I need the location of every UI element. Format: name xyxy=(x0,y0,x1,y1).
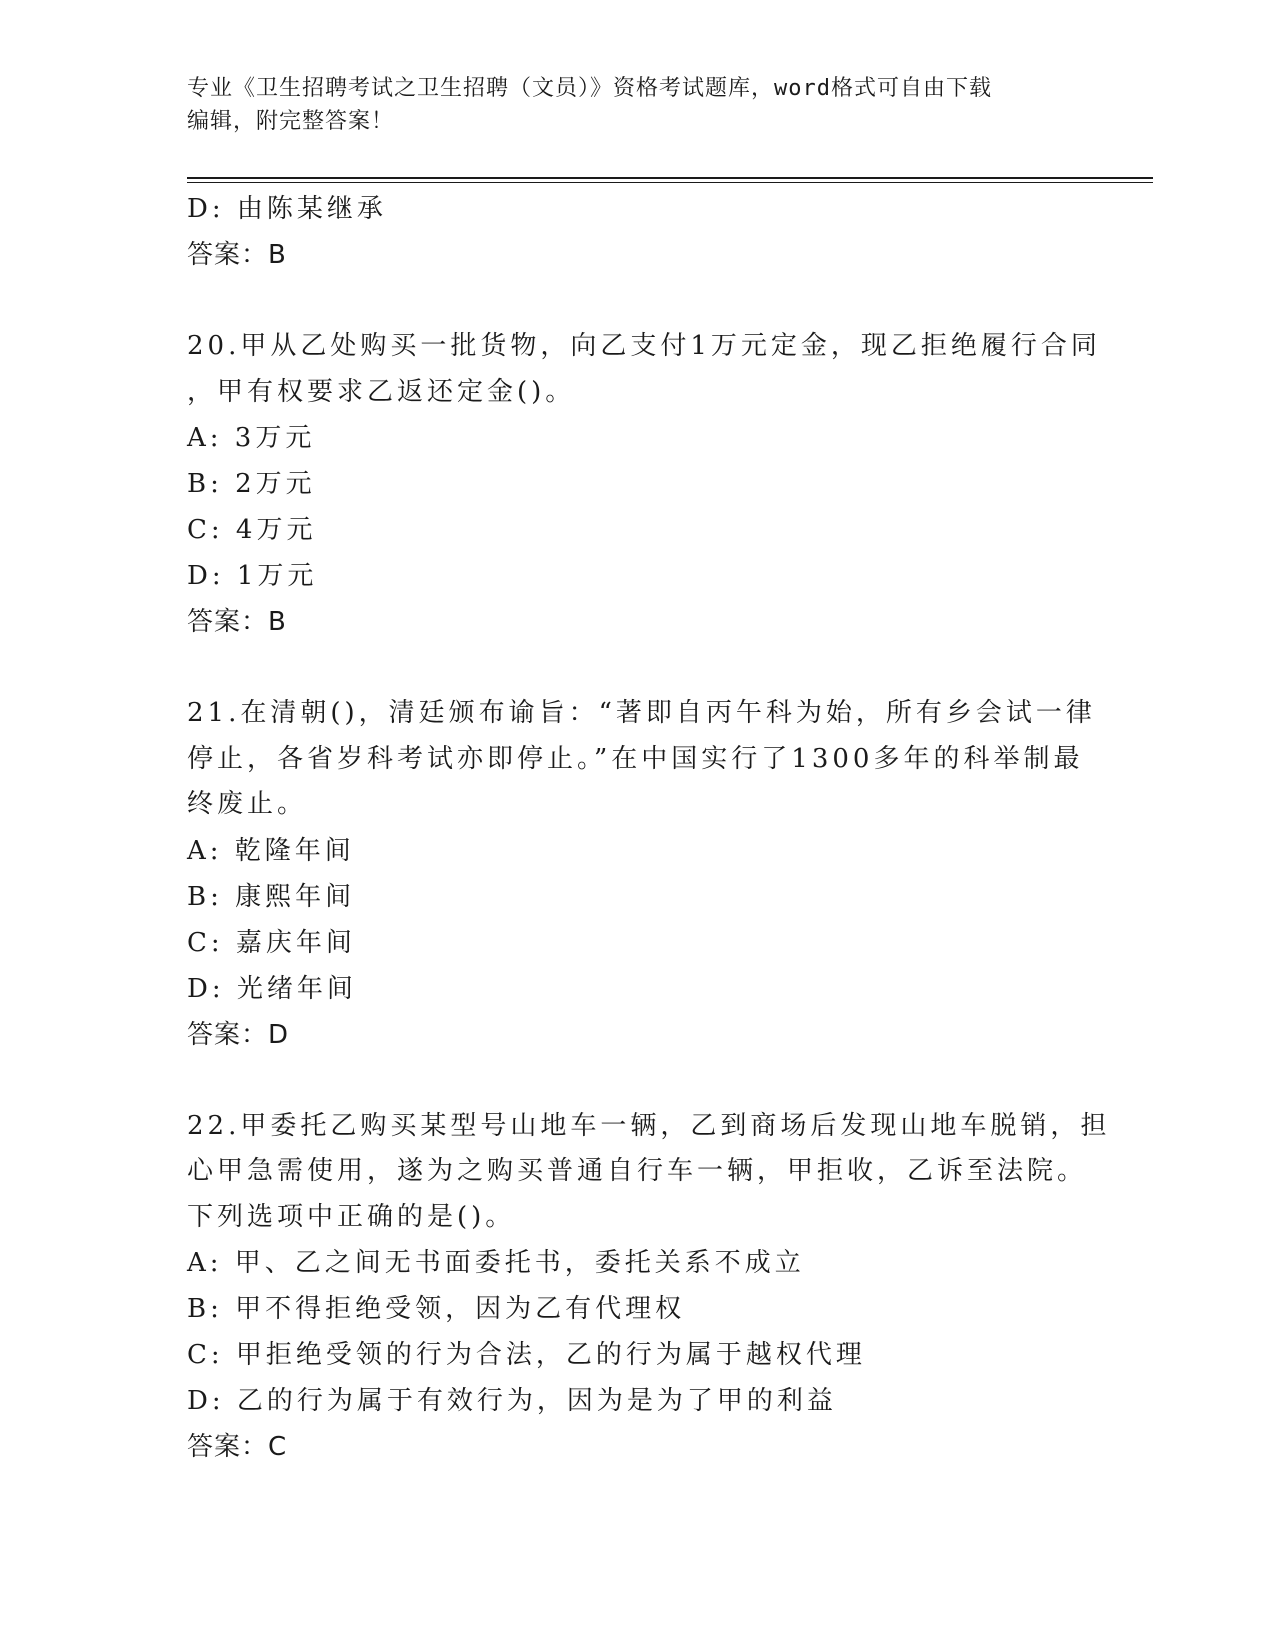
option-c: C: 甲拒绝受领的行为合法，乙的行为属于越权代理 xyxy=(187,1340,866,1370)
option-c: C: 4万元 xyxy=(187,515,317,545)
option-a: A: 乾隆年间 xyxy=(187,835,355,866)
document-body xyxy=(187,186,1111,1470)
question-stem-line: ，甲有权要求乙返还定金()。 xyxy=(187,376,576,407)
header-rule-thin xyxy=(187,182,1153,183)
option-d: D: 1万元 xyxy=(187,561,318,591)
answer: 答案：B xyxy=(187,607,287,637)
option-a: A: 甲、乙之间无书面委托书，委托关系不成立 xyxy=(187,1248,805,1278)
option-d: D: 光绪年间 xyxy=(187,973,357,1004)
question-stem-line: 下列选项中正确的是()。 xyxy=(187,1201,516,1232)
spacer xyxy=(187,278,1087,324)
prev-option-d: D: 由陈某继承 xyxy=(187,194,387,224)
question-20 xyxy=(187,324,1101,415)
question-stem-line: 21.在清朝()，清廷颁布谕旨：“著即自丙午科为始，所有乡会试一律 xyxy=(187,698,1096,728)
document-header xyxy=(187,72,1087,138)
question-21 xyxy=(187,691,1096,828)
option-a: A: 3万元 xyxy=(187,423,316,453)
option-c: C: 嘉庆年间 xyxy=(187,927,356,958)
answer: 答案：D xyxy=(187,1019,290,1050)
question-22 xyxy=(187,1104,1111,1241)
option-b: B: 2万元 xyxy=(187,469,316,499)
question-stem-line: 停止，各省岁科考试亦即停止。”在中国实行了1300多年的科举制最 xyxy=(187,743,1084,774)
question-stem-line: 心甲急需使用，遂为之购买普通自行车一辆，甲拒收，乙诉至法院。 xyxy=(187,1156,1088,1186)
option-d: D: 乙的行为属于有效行为，因为是为了甲的利益 xyxy=(187,1386,837,1416)
spacer xyxy=(187,645,1087,691)
answer: 答案：C xyxy=(187,1432,288,1462)
question-stem-line: 终废止。 xyxy=(187,789,308,819)
header-line-1: 专业《卫生招聘考试之卫生招聘（文员）》资格考试题库，word格式可自由下载 xyxy=(187,76,992,101)
prev-answer: 答案：B xyxy=(187,240,287,270)
question-stem-line: 22.甲委托乙购买某型号山地车一辆，乙到商场后发现山地车脱销，担 xyxy=(187,1110,1111,1141)
spacer xyxy=(187,1058,1087,1104)
header-line-2: 编辑，附完整答案！ xyxy=(187,109,395,134)
header-rule-thick xyxy=(187,177,1153,179)
option-b: B: 甲不得拒绝受领，因为乙有代理权 xyxy=(187,1294,686,1324)
option-b: B: 康熙年间 xyxy=(187,881,356,912)
question-stem-line: 20.甲从乙处购买一批货物，向乙支付1万元定金，现乙拒绝履行合同 xyxy=(187,331,1101,361)
